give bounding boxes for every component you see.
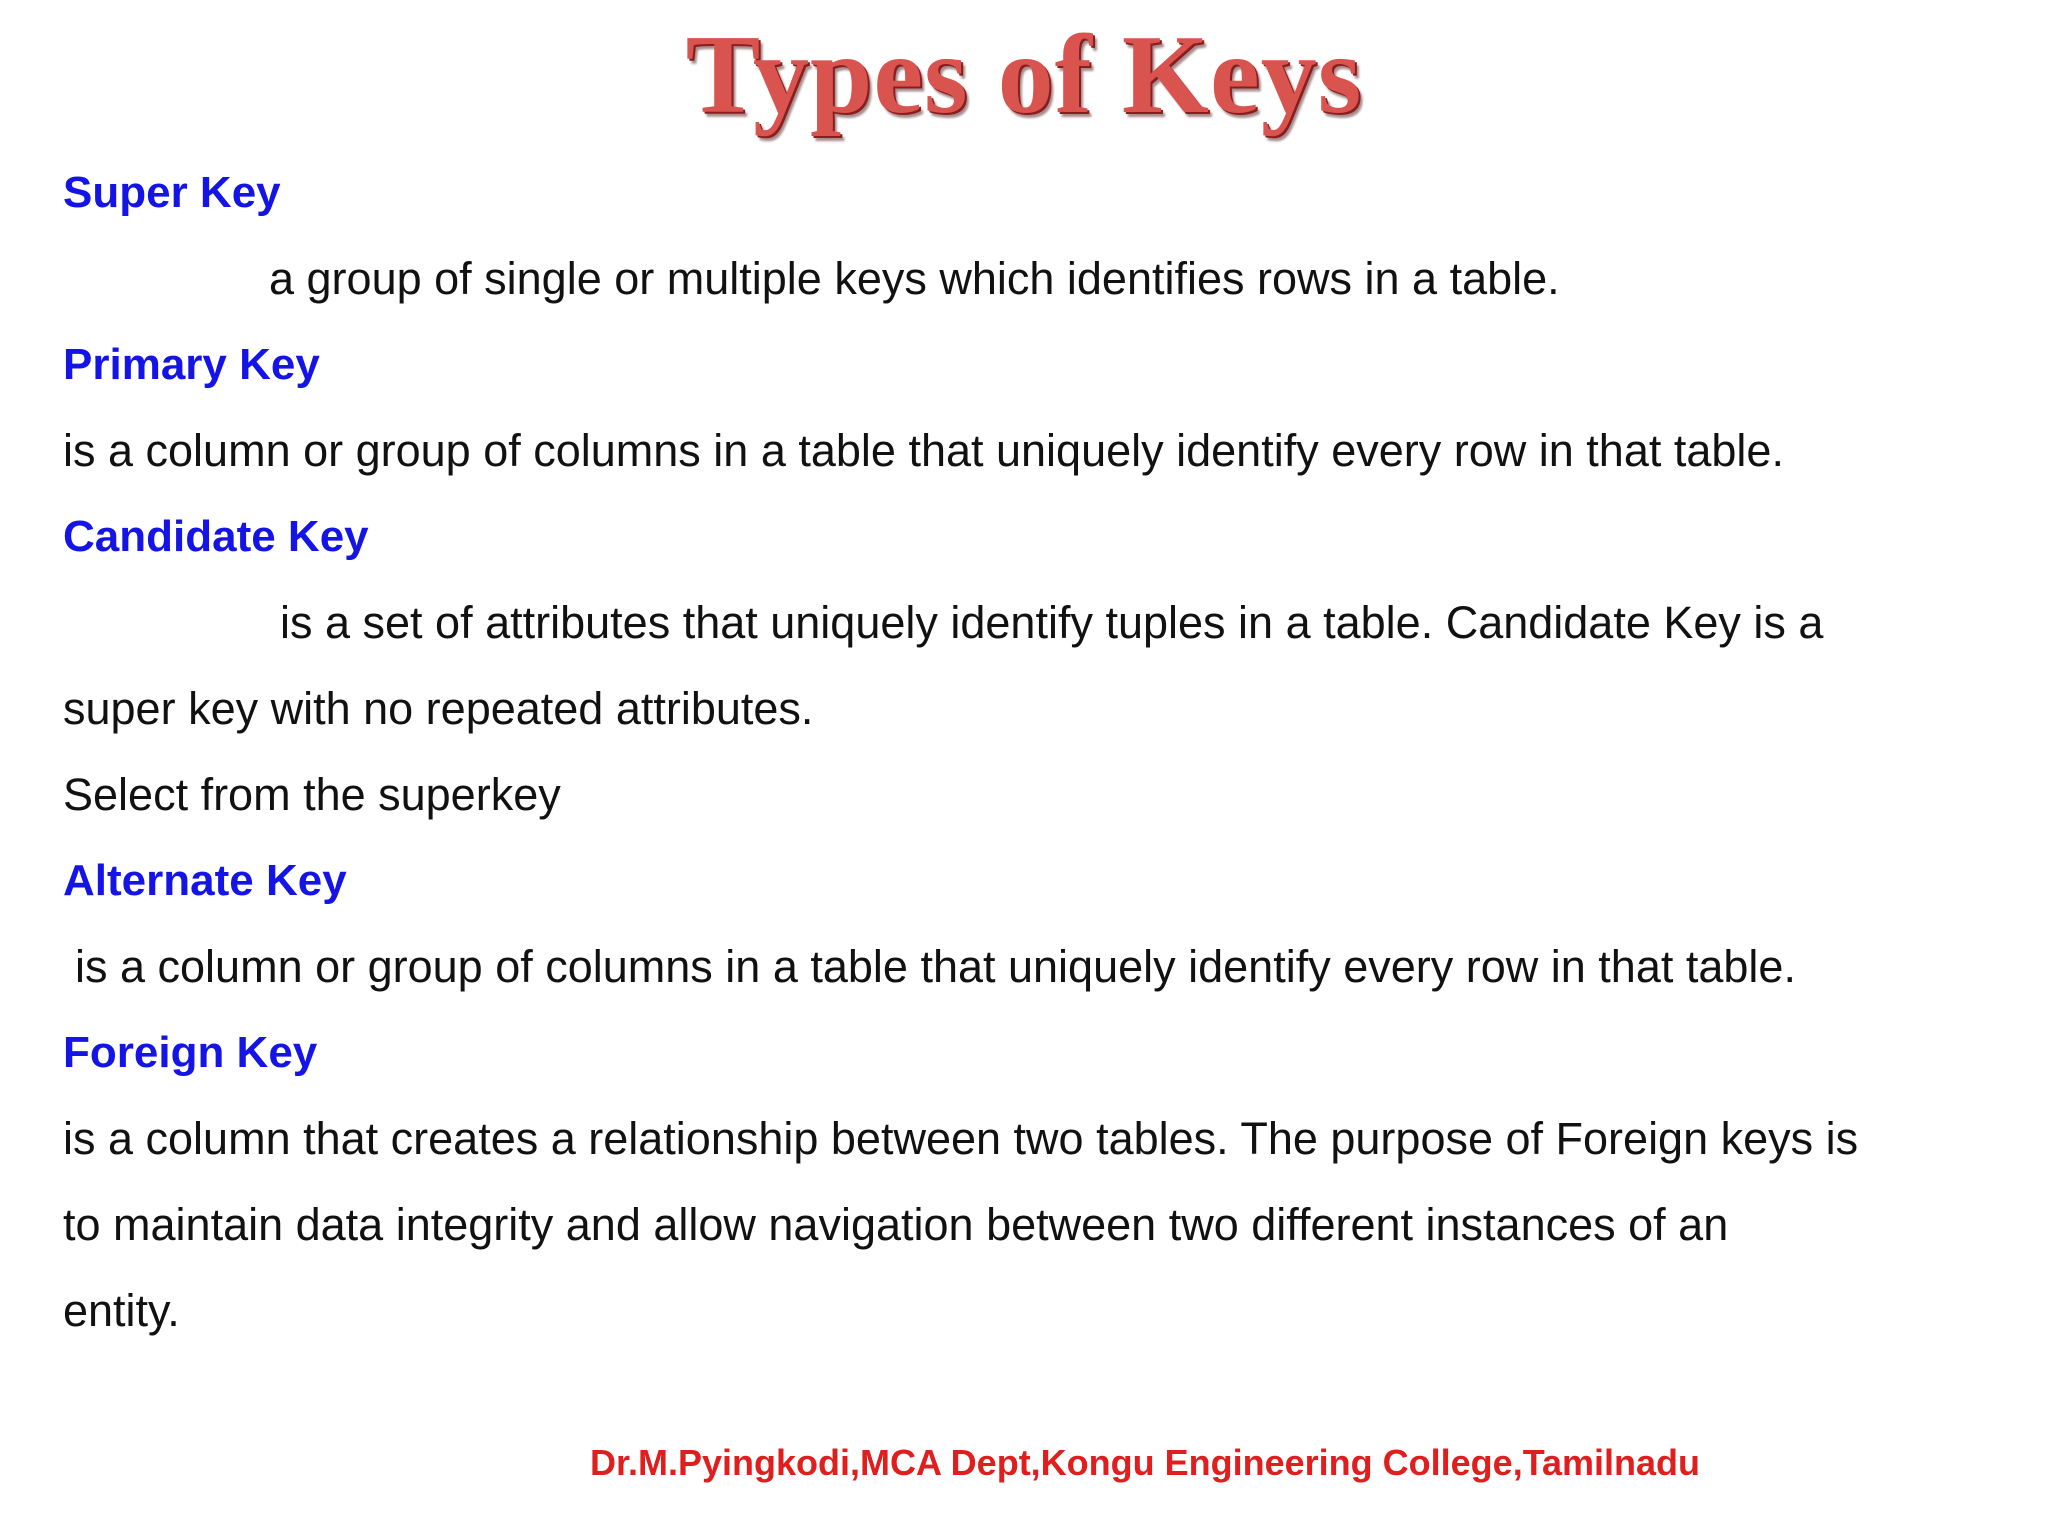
candidate-key-definition-line2: super key with no repeated attributes.: [63, 683, 814, 734]
super-key-definition: a group of single or multiple keys which identifies rows in a table.: [269, 253, 1560, 304]
candidate-key-heading: Candidate Key: [63, 512, 369, 561]
candidate-key-definition-line1: is a set of attributes that uniquely identify tuples in a table. Candidate Key is a: [280, 597, 1824, 648]
candidate-key-note: Select from the superkey: [63, 769, 561, 820]
alternate-key-definition: is a column or group of columns in a table that uniquely identify every row in that table.: [75, 941, 1796, 992]
foreign-key-definition-line3: entity.: [63, 1285, 180, 1336]
slide-content: [63, 150, 1963, 1354]
slide-title: Types of Keys: [685, 13, 1363, 137]
footer-credit: Dr.M.Pyingkodi,MCA Dept,Kongu Engineering College,Tamilnadu: [590, 1442, 1701, 1483]
foreign-key-definition-line1: is a column that creates a relationship between two tables. The purpose of Foreign keys is: [63, 1113, 1859, 1164]
foreign-key-heading: Foreign Key: [63, 1028, 318, 1077]
primary-key-definition: is a column or group of columns in a table that uniquely identify every row in that table.: [63, 425, 1784, 476]
primary-key-heading: Primary Key: [63, 340, 320, 389]
foreign-key-definition-line2: to maintain data integrity and allow navigation between two different instances of an: [63, 1199, 1729, 1250]
super-key-heading: Super Key: [63, 168, 281, 217]
alternate-key-heading: Alternate Key: [63, 856, 347, 905]
